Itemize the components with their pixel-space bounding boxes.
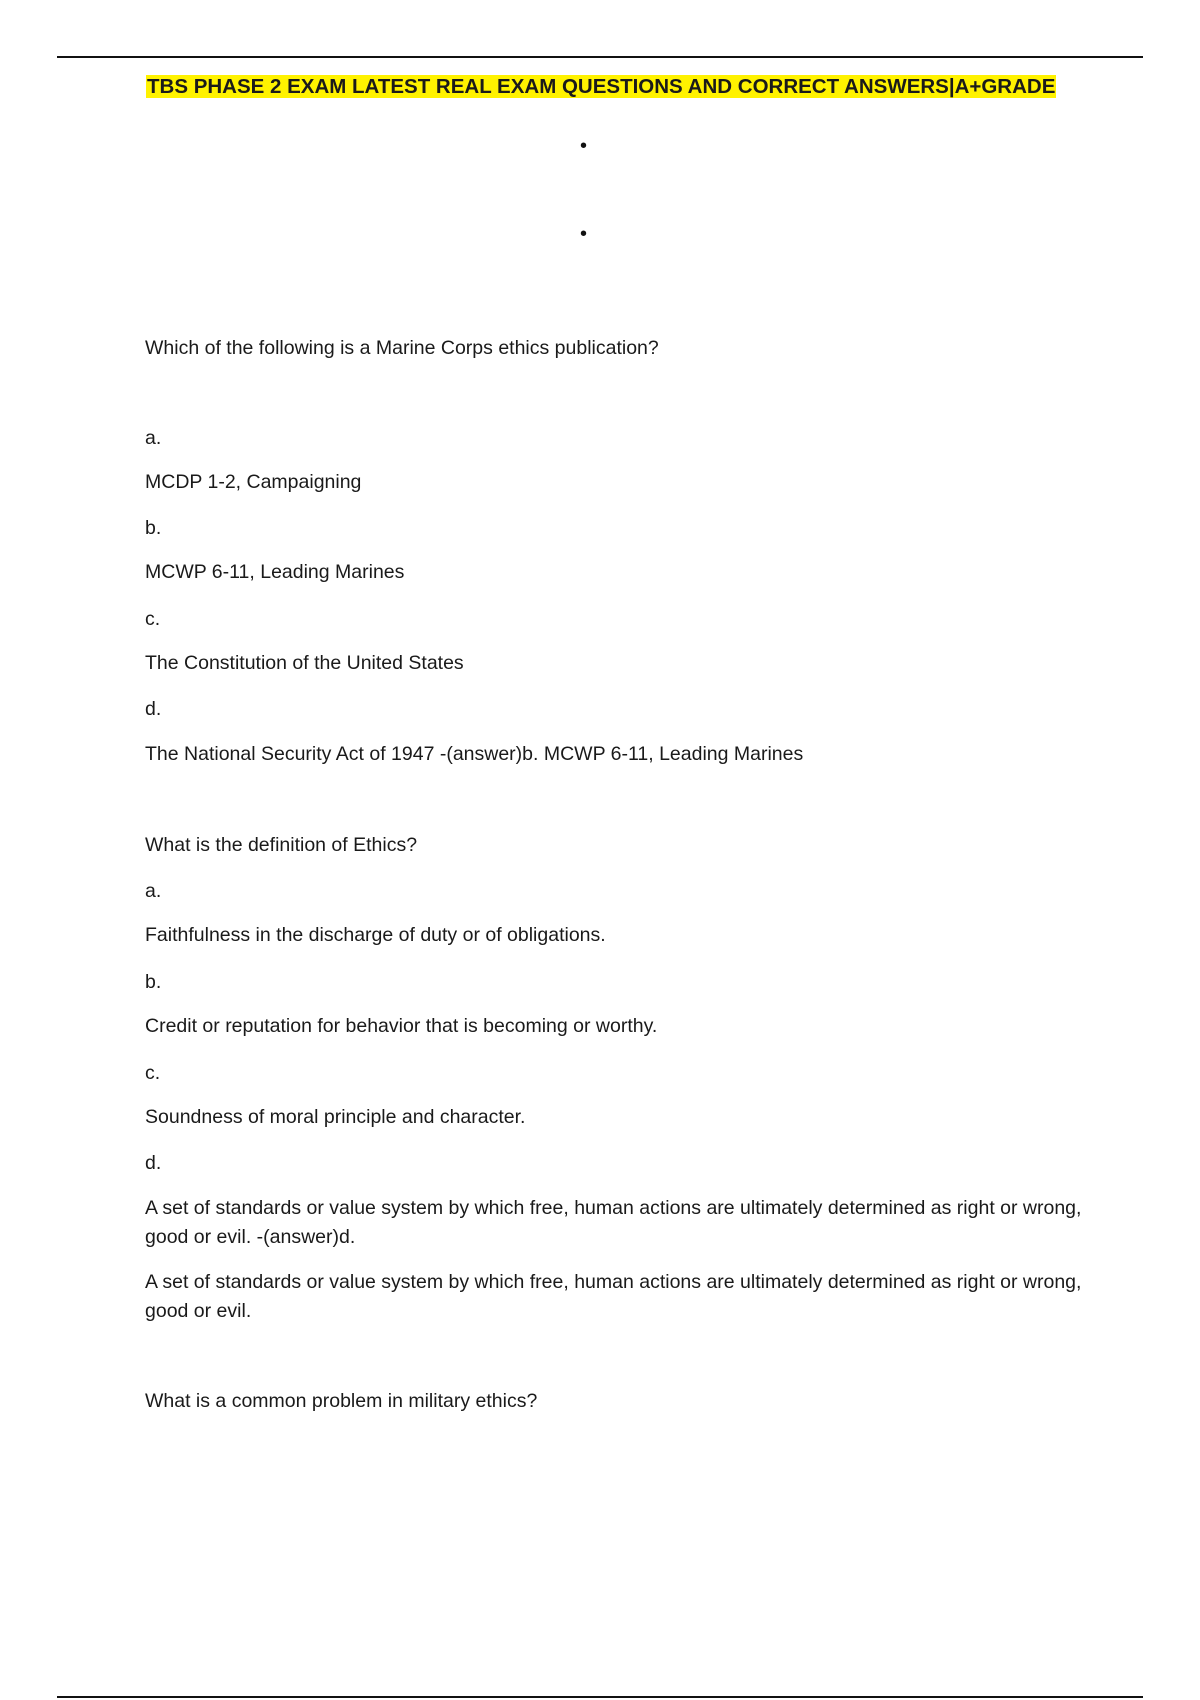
option-letter: d. — [145, 698, 162, 720]
option-text: MCDP 1-2, Campaigning — [145, 471, 362, 493]
bottom-rule — [57, 1696, 1143, 1698]
option-text-with-answer: A set of standards or value system by which free, human actions are ultimately determined as right or wrong, good or evil. -(answer)d. — [145, 1197, 1082, 1248]
option-letter: a. — [145, 427, 162, 449]
option-text: Credit or reputation for behavior that is becoming or worthy. — [145, 1015, 658, 1037]
answer-text: A set of standards or value system by which free, human actions are ultimately determined as right or wrong, good or evil. — [145, 1271, 1082, 1322]
option-letter: c. — [145, 1062, 161, 1084]
question-prompt: What is the definition of Ethics? — [145, 834, 418, 856]
bullet-mark: • — [580, 135, 588, 157]
option-text: MCWP 6-11, Leading Marines — [145, 561, 405, 583]
option-letter: d. — [145, 1152, 162, 1174]
option-letter: c. — [145, 608, 161, 630]
title-highlight: TBS PHASE 2 EXAM LATEST REAL EXAM QUESTIONS AND CORRECT ANSWERS|A+GRADE — [147, 75, 1056, 98]
option-text-with-answer: The National Security Act of 1947 -(answer)b. MCWP 6-11, Leading Marines — [145, 743, 804, 765]
document-title — [146, 72, 1056, 102]
option-letter: b. — [145, 971, 162, 993]
option-text: Faithfulness in the discharge of duty or of obligations. — [145, 924, 606, 946]
option-letter: a. — [145, 880, 162, 902]
bullet-mark: • — [580, 223, 588, 245]
option-text: The Constitution of the United States — [145, 652, 464, 674]
top-rule — [57, 56, 1143, 58]
question-prompt: What is a common problem in military ethics? — [145, 1390, 538, 1412]
option-text: Soundness of moral principle and character. — [145, 1106, 526, 1128]
question-prompt: Which of the following is a Marine Corps ethics publication? — [145, 337, 659, 359]
option-letter: b. — [145, 517, 162, 539]
